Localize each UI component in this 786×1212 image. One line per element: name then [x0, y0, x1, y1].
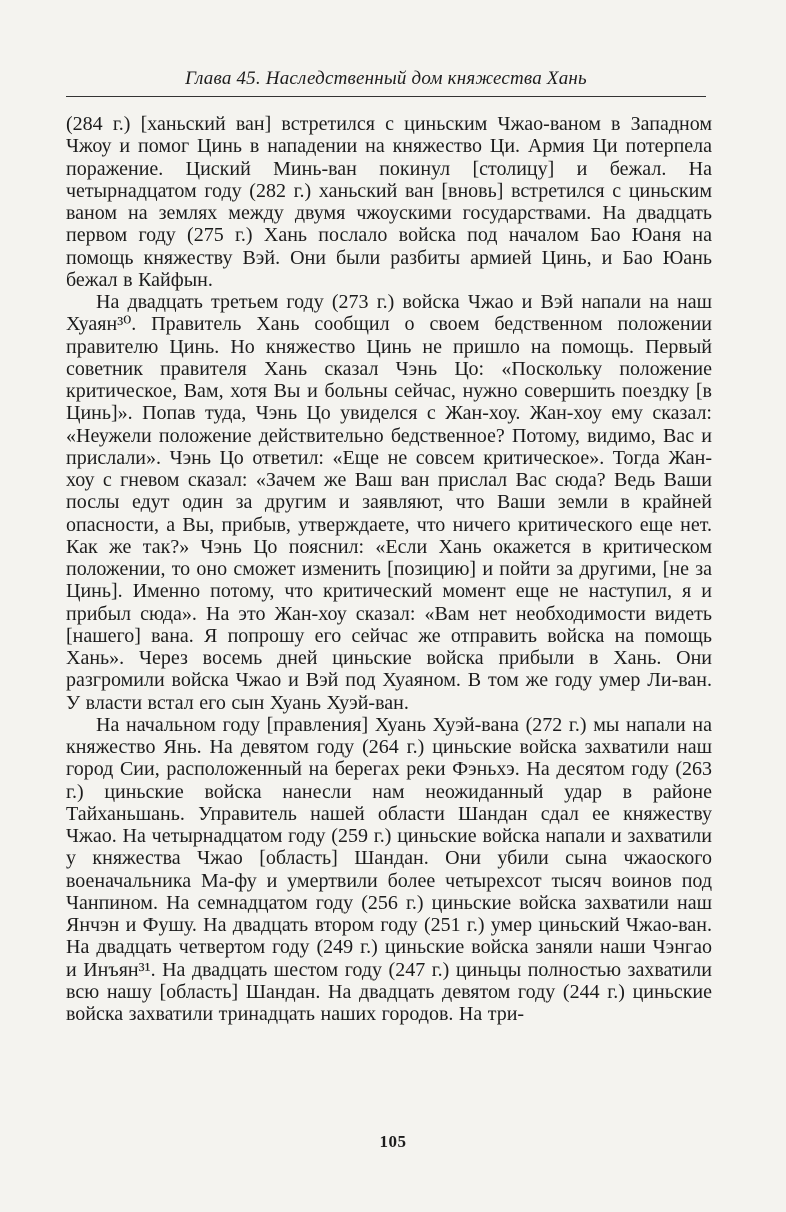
paragraph-2: На двадцать третьем году (273 г.) войска Чжао и Вэй напали на наш Хуаян³⁰. Правитель Хань сообщил о своем бедственном положении правителю Цинь. Но княжество Цинь не пришло на помощь. Первый советник правителя Хань сказал Чэнь Цо: «Поскольку положение критическое, Вам, хотя Вы и больны сейчас, нужно совершить поездку [в Цинь]». Попав туда, Чэнь Цо увиделся с Жан-хоу. Жан-хоу ему сказал: «Неужели положение действительно бедственное? Потому, видимо, Вас и прислали». Чэнь Цо ответил: «Еще не совсем критическое». Тогда Жан-хоу с гневом сказал: «Зачем же Ваш ван прислал Вас сюда? Ведь Ваши послы едут один за другим и заявляют, что Ваши земли в крайней опасности, а Вы, прибыв, утверждаете, что ничего критического еще нет. Как же так?» Чэнь Цо пояснил: «Если Хань окажется в критическом положении, то оно сможет изменить [позицию] и пойти за другими, [не за Цинь]. Именно потому, что критический момент еще не наступил, я и прибыл сюда». На это Жан-хоу сказал: «Вам нет необходимости видеть [нашего] вана. Я попрошу его сейчас же отправить войска на помощь Хань». Через восемь дней циньские войска прибыли в Хань. Они разгромили войска Чжао и Вэй под Хуаяном. В том же году умер Ли-ван. У власти встал его сын Хуань Хуэй-ван.: [66, 291, 712, 714]
body-text: [66, 113, 712, 1025]
paragraph-1: (284 г.) [ханьский ван] встретился с циньским Чжао-ваном в Западном Чжоу и помог Цинь в нападении на княжество Ци. Армия Ци потерпела поражение. Циский Минь-ван покинул [столицу] и бежал. На четырнадцатом году (282 г.) ханьский ван [вновь] встретился с циньским ваном на землях между двумя чжоускими государствами. На двадцать первом году (275 г.) Хань послало войска под началом Бао Юаня на помощь княжеству Вэй. Они были разбиты армией Цинь, и Бао Юань бежал в Кайфын.: [66, 113, 712, 291]
header-rule: [66, 96, 706, 97]
running-head: Глава 45. Наследственный дом княжества Хань: [185, 68, 587, 89]
page-number: 105: [379, 1132, 407, 1151]
paragraph-3: На начальном году [правления] Хуань Хуэй-вана (272 г.) мы напали на княжество Янь. На девятом году (264 г.) циньские войска захватили наш город Сии, расположенный на берегах реки Фэньхэ. На десятом году (263 г.) циньские войска нанесли нам неожиданный удар в районе Тайханьшань. Управитель нашей области Шандан сдал ее княжеству Чжао. На четырнадцатом году (259 г.) циньские войска напали и захватили у княжества Чжао [область] Шандан. Они убили сына чжаоского военачальника Ма-фу и умертвили более четырехсот тысяч воинов под Чанпином. На семнадцатом году (256 г.) циньские войска захватили наш Янчэн и Фушу. На двадцать втором году (251 г.) умер циньский Чжао-ван. На двадцать четвертом году (249 г.) циньские войска заняли наши Чэнгао и Инъян³¹. На двадцать шестом году (247 г.) циньцы полностью захватили всю нашу [область] Шандан. На двадцать девятом году (244 г.) циньские войска захватили тринадцать наших городов. На три-: [66, 713, 712, 1025]
